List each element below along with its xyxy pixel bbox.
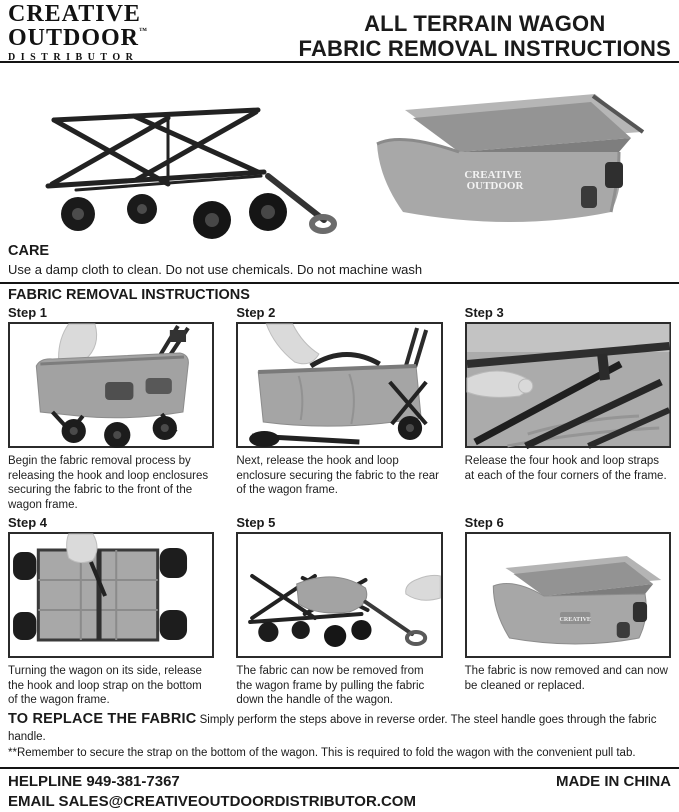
step-5-text: The fabric can now be removed from the wagon frame by pulling the fabric down the handle of the wagon. <box>236 664 425 707</box>
step-1-photo <box>8 322 214 448</box>
instructions-section <box>0 284 679 708</box>
frame-wheels <box>61 193 287 239</box>
trademark-symbol: ™ <box>139 25 149 35</box>
instructions-heading: FABRIC REMOVAL INSTRUCTIONS <box>8 287 250 303</box>
step-3-label: Step 3 <box>464 305 504 320</box>
care-section <box>0 241 679 282</box>
step-6 <box>465 513 671 708</box>
step-2 <box>236 303 442 513</box>
step-5-photo <box>236 532 442 658</box>
bin-logo-line-2: OUTDOOR <box>466 180 524 192</box>
page-title-line-2: FABRIC REMOVAL INSTRUCTIONS <box>298 35 671 61</box>
steps-row-2 <box>8 513 671 708</box>
folded-wagon-frame-photo <box>6 68 338 236</box>
helpline: HELPLINE 949-381-7367 <box>8 772 180 790</box>
replace-fabric-section <box>0 708 679 761</box>
replace-fabric-note: **Remember to secure the strap on the bottom of the wagon. This is required to fold the wagon with the convenient pull tab. <box>8 747 636 760</box>
step-6-label: Step 6 <box>464 514 504 530</box>
step-6-text: The fabric is now removed and can now be cleaned or replaced. <box>464 664 668 692</box>
step-2-photo <box>236 322 442 448</box>
step-4 <box>8 513 214 708</box>
wagon-fabric-bin-photo <box>343 66 673 238</box>
replace-fabric-heading: TO REPLACE THE FABRIC <box>8 711 197 728</box>
brand-line-3: DISTRIBUTOR <box>8 52 139 64</box>
step-3-photo <box>465 322 671 448</box>
step-6-photo <box>465 532 671 658</box>
care-heading: CARE <box>8 243 50 259</box>
step-2-label: Step 2 <box>236 305 276 320</box>
step-4-label: Step 4 <box>8 514 48 530</box>
step-1 <box>8 303 214 513</box>
header <box>0 0 679 63</box>
step-4-photo <box>8 532 214 658</box>
page-title-line-1: ALL TERRAIN WAGON <box>364 11 606 36</box>
care-text: Use a damp cloth to clean. Do not use chemicals. Do not machine wash <box>8 262 423 277</box>
hand <box>406 575 441 600</box>
page-title <box>299 12 671 61</box>
step-1-label: Step 1 <box>8 305 48 320</box>
replace-fabric-text: Simply perform the steps above in reverse order. The steel handle goes through the fabric handle. <box>8 714 657 744</box>
step-1-text: Begin the fabric removal process by releasing the hook and loop enclosures securing the fabric to the front of the wagon frame. <box>8 455 209 512</box>
step-5 <box>236 513 442 708</box>
step-3 <box>465 303 671 513</box>
hand <box>267 324 320 364</box>
step-3-text: Release the four hook and loop straps at each of the four corners of the frame. <box>464 455 667 482</box>
brand-line-1: CREATIVE <box>8 1 141 27</box>
made-in: MADE IN CHINA <box>556 772 671 790</box>
steps-row-1 <box>8 303 671 513</box>
step-2-text: Next, release the hook and loop enclosure securing the fabric to the rear of the wagon frame. <box>236 455 439 497</box>
hand <box>67 534 97 563</box>
brand-logo <box>8 3 148 63</box>
bin-logo-line-1: CREATIVE <box>464 169 522 181</box>
footer <box>0 767 679 812</box>
replace-fabric-line <box>8 709 671 745</box>
brand-line-2: OUTDOOR™ <box>8 24 149 51</box>
step-5-label: Step 5 <box>236 514 276 530</box>
step-4-text: Turning the wagon on its side, release the hook and loop strap on the bottom of the wagon frame. <box>8 664 202 707</box>
footer-contact <box>8 772 416 812</box>
email: EMAIL SALES@CREATIVEOUTDOORDISTRIBUTOR.COM <box>8 792 416 810</box>
product-photos <box>0 63 679 241</box>
bin-logo-small: CREATIVE <box>559 616 591 623</box>
